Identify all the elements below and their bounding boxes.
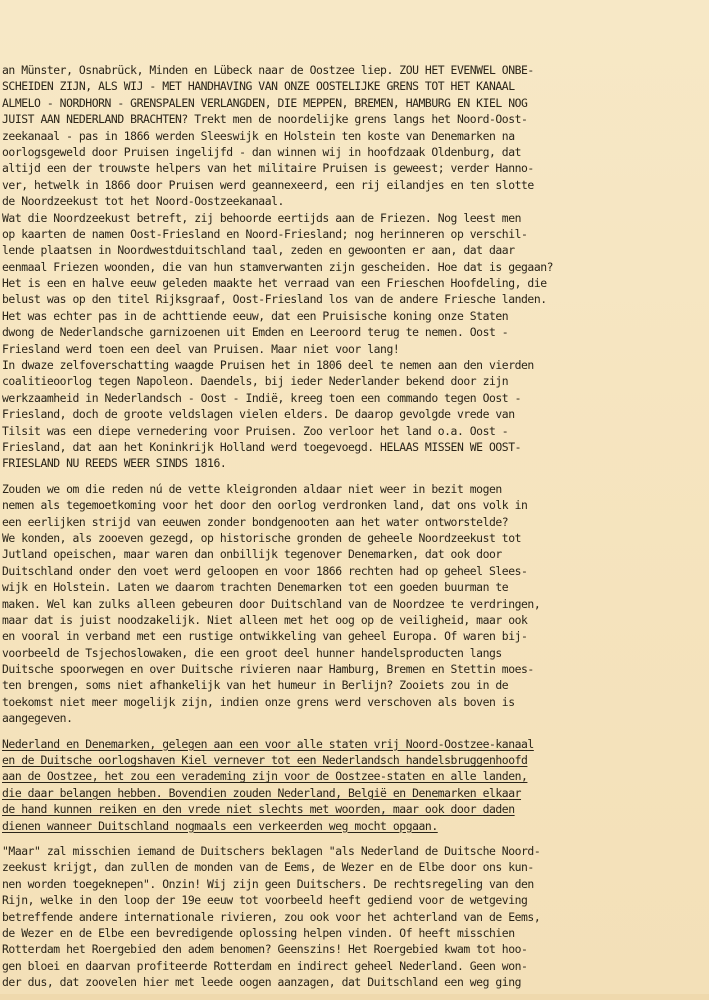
text-line: maken. Wel kan zulks alleen gebeuren door Duitschland van de Noordzee te verdringen, bbox=[2, 596, 541, 611]
paragraph-claim-coast bbox=[2, 481, 707, 727]
text-line: oorlogsgeweld door Pruisen ingelijfd - dan winnen wij in hoofdzaak Oldenburg, dat bbox=[2, 144, 522, 159]
text-line: an Münster, Osnabrück, Minden en Lübeck naar de Oostzee liep. ZOU HET EVENWEL ONBE- bbox=[2, 63, 534, 77]
underlined-text-line: aan de Oostzee, het zou een verademing zijn voor de Oostzee-staten en alle landen, bbox=[2, 769, 528, 784]
text-line: JUIST AAN NEDERLAND BRACHTEN? Trekt men de noordelijke grens langs het Noord-Oost- bbox=[2, 112, 528, 127]
text-line: dwong de Nederlandsche garnizoenen uit Emden en Leeroord terug te nemen. Oost - bbox=[2, 325, 509, 340]
text-line: Jutland opeischen, maar waren dan onbillijk tegenover Denemarken, dat ook door bbox=[2, 547, 502, 562]
text-line: ten brengen, soms niet afhankelijk van het humeur in Berlijn? Zooiets zou in de bbox=[2, 678, 509, 693]
paragraph-gap bbox=[2, 472, 707, 481]
text-line: altijd een der trouwste helpers van het militaire Pruisen is geweest; verder Hanno- bbox=[2, 161, 534, 176]
underlined-text-line: de hand kunnen reiken en den vrede niet slechts met woorden, maar ook door daden bbox=[2, 802, 515, 817]
paragraph-gap bbox=[2, 727, 707, 736]
text-line: SCHEIDEN ZIJN, ALS WIJ - MET HANDHAVING VAN ONZE OOSTELIJKE GRENS TOT HET KANAAL bbox=[2, 79, 515, 94]
paragraph-rivers bbox=[2, 843, 707, 991]
document-text bbox=[2, 62, 707, 990]
text-line: Duitschland onder den voet werd geloopen en voor 1866 rechten had op geheel Slees- bbox=[2, 563, 528, 578]
text-line: nen worden toegeknepen". Onzin! Wij zijn geen Duitschers. De rechtsregeling van den bbox=[2, 876, 534, 891]
text-line: ver, hetwelk in 1866 door Pruisen werd geannexeerd, een rij eilandjes en ten slotte bbox=[2, 177, 534, 192]
underlined-text-line: die daar belangen hebben. Bovendien zouden Nederland, België en Denemarken elkaar bbox=[2, 785, 522, 800]
text-line: Rotterdam het Roergebied den adem benomen? Geenszins! Het Roergebied kwam tot hoo- bbox=[2, 942, 528, 957]
text-line: een eerlijken strijd van eeuwen zonder bondgenooten aan het water ontworstelde? bbox=[2, 514, 509, 529]
text-line: der dus, dat zoovelen hier met leede oogen aanzagen, dat Duitschland een weg ging bbox=[2, 975, 522, 990]
text-line: FRIESLAND NU REEDS WEER SINDS 1816. bbox=[2, 456, 227, 471]
text-line: voorbeeld de Tsjechoslowaken, die een groot deel hunner handelsproducten langs bbox=[2, 645, 502, 660]
text-line: de Noordzeekust tot het Noord-Oostzeekanaal. bbox=[2, 194, 284, 209]
text-line: en vooral in verband met een rustige ontwikkeling van geheel Europa. Of waren bij- bbox=[2, 629, 528, 644]
text-line: zeekanaal - pas in 1866 werden Sleeswijk en Holstein ten koste van Denemarken na bbox=[2, 128, 515, 143]
text-line: Tilsit was een diepe vernedering voor Pruisen. Zoo verloor het land o.a. Oost - bbox=[2, 423, 509, 438]
text-line: lende plaatsen in Noordwestduitschland taal, zeden en gewoonten er aan, dat daar bbox=[2, 243, 515, 258]
underlined-text-line: Nederland en Denemarken, gelegen aan een voor alle staten vrij Noord-Oostzee-kanaal bbox=[2, 736, 534, 751]
text-line: zeekust krijgt, dan zullen de monden van de Eems, de Wezer en de Elbe door ons kun- bbox=[2, 860, 534, 875]
text-line: Duitsche spoorwegen en over Duitsche rivieren naar Hamburg, Bremen en Stettin moes- bbox=[2, 662, 534, 677]
text-line: Het is een en halve eeuw geleden maakte het verraad van een Frieschen Hoofdeling, die bbox=[2, 276, 547, 291]
text-line: coalitieoorlog tegen Napoleon. Daendels, bij ieder Nederlander bekend door zijn bbox=[2, 374, 509, 389]
text-line: Rijn, welke in den loop der 19e eeuw tot voorbeeld heeft gediend voor de wetgeving bbox=[2, 893, 528, 908]
text-line: Wat die Noordzeekust betreft, zij behoorde eertijds aan de Friezen. Nog leest men bbox=[2, 210, 522, 225]
paragraph-denmark-canal bbox=[2, 736, 707, 834]
text-line: In dwaze zelfoverschatting waagde Pruisen het in 1806 deel te nemen aan den vierden bbox=[2, 358, 534, 373]
text-line: "Maar" zal misschien iemand de Duitschers beklagen "als Nederland de Duitsche Noord- bbox=[2, 843, 541, 858]
paragraph-gap bbox=[2, 834, 707, 843]
text-line: betreffende andere internationale rivieren, zou ook voor het achterland van de Eems, bbox=[2, 909, 541, 924]
underlined-text-line: dienen wanneer Duitschland nogmaals een verkeerden weg mocht opgaan. bbox=[2, 818, 438, 833]
text-line: nemen als tegemoetkoming voor het door den oorlog verdronken land, dat ons volk in bbox=[2, 498, 528, 513]
paragraph-history-frisian bbox=[2, 62, 707, 472]
text-line: Zouden we om die reden nú de vette kleigronden aldaar niet weer in bezit mogen bbox=[2, 481, 502, 496]
text-line: Friesland werd toen een deel van Pruisen. Maar niet voor lang! bbox=[2, 341, 400, 356]
text-line: aangegeven. bbox=[2, 711, 73, 726]
text-line: belust was op den titel Rijksgraaf, Oost-Friesland los van de andere Friesche landen. bbox=[2, 292, 547, 307]
text-line: eenmaal Friezen woonden, die van hun stamverwanten zijn gescheiden. Hoe dat is gegaan? bbox=[2, 259, 554, 274]
underlined-text-line: en de Duitsche oorlogshaven Kiel vernever tot een Nederlandsch handelsbruggenhoofd bbox=[2, 753, 528, 768]
text-line: maar dat is juist noodzakelijk. Niet alleen met het oog op de veiligheid, maar ook bbox=[2, 612, 528, 627]
text-line: We konden, als zooeven gezegd, op historische gronden de geheele Noordzeekust tot bbox=[2, 530, 522, 545]
text-line: wijk en Holstein. Laten we daarom trachten Denemarken tot een goeden buurman te bbox=[2, 580, 509, 595]
text-line: Friesland, doch de groote veldslagen vielen elders. De daarop gevolgde vrede van bbox=[2, 407, 515, 422]
text-line: toekomst niet meer mogelijk zijn, indien onze grens werd verschoven als boven is bbox=[2, 694, 515, 709]
text-line: werkzaamheid in Nederlandsch - Oost - Indië, kreeg toen een commando tegen Oost - bbox=[2, 390, 522, 405]
text-line: ALMELO - NORDHORN - GRENSPALEN VERLANGDEN, DIE MEPPEN, BREMEN, HAMBURG EN KIEL NOG bbox=[2, 95, 528, 110]
text-line: Het was echter pas in de achttiende eeuw, dat een Pruisische koning onze Staten bbox=[2, 308, 509, 323]
text-line: Friesland, dat aan het Koninkrijk Holland werd toegevoegd. HELAAS MISSEN WE OOST- bbox=[2, 439, 522, 454]
text-line: de Wezer en de Elbe een bevredigende oplossing helpen vinden. Of heeft misschien bbox=[2, 925, 515, 940]
text-line: gen bloei en daarvan profiteerde Rotterdam en indirect geheel Nederland. Geen won- bbox=[2, 958, 528, 973]
text-line: op kaarten de namen Oost-Friesland en Noord-Friesland; nog herinneren op verschil- bbox=[2, 226, 528, 241]
page-bottom-edge bbox=[0, 994, 709, 1000]
